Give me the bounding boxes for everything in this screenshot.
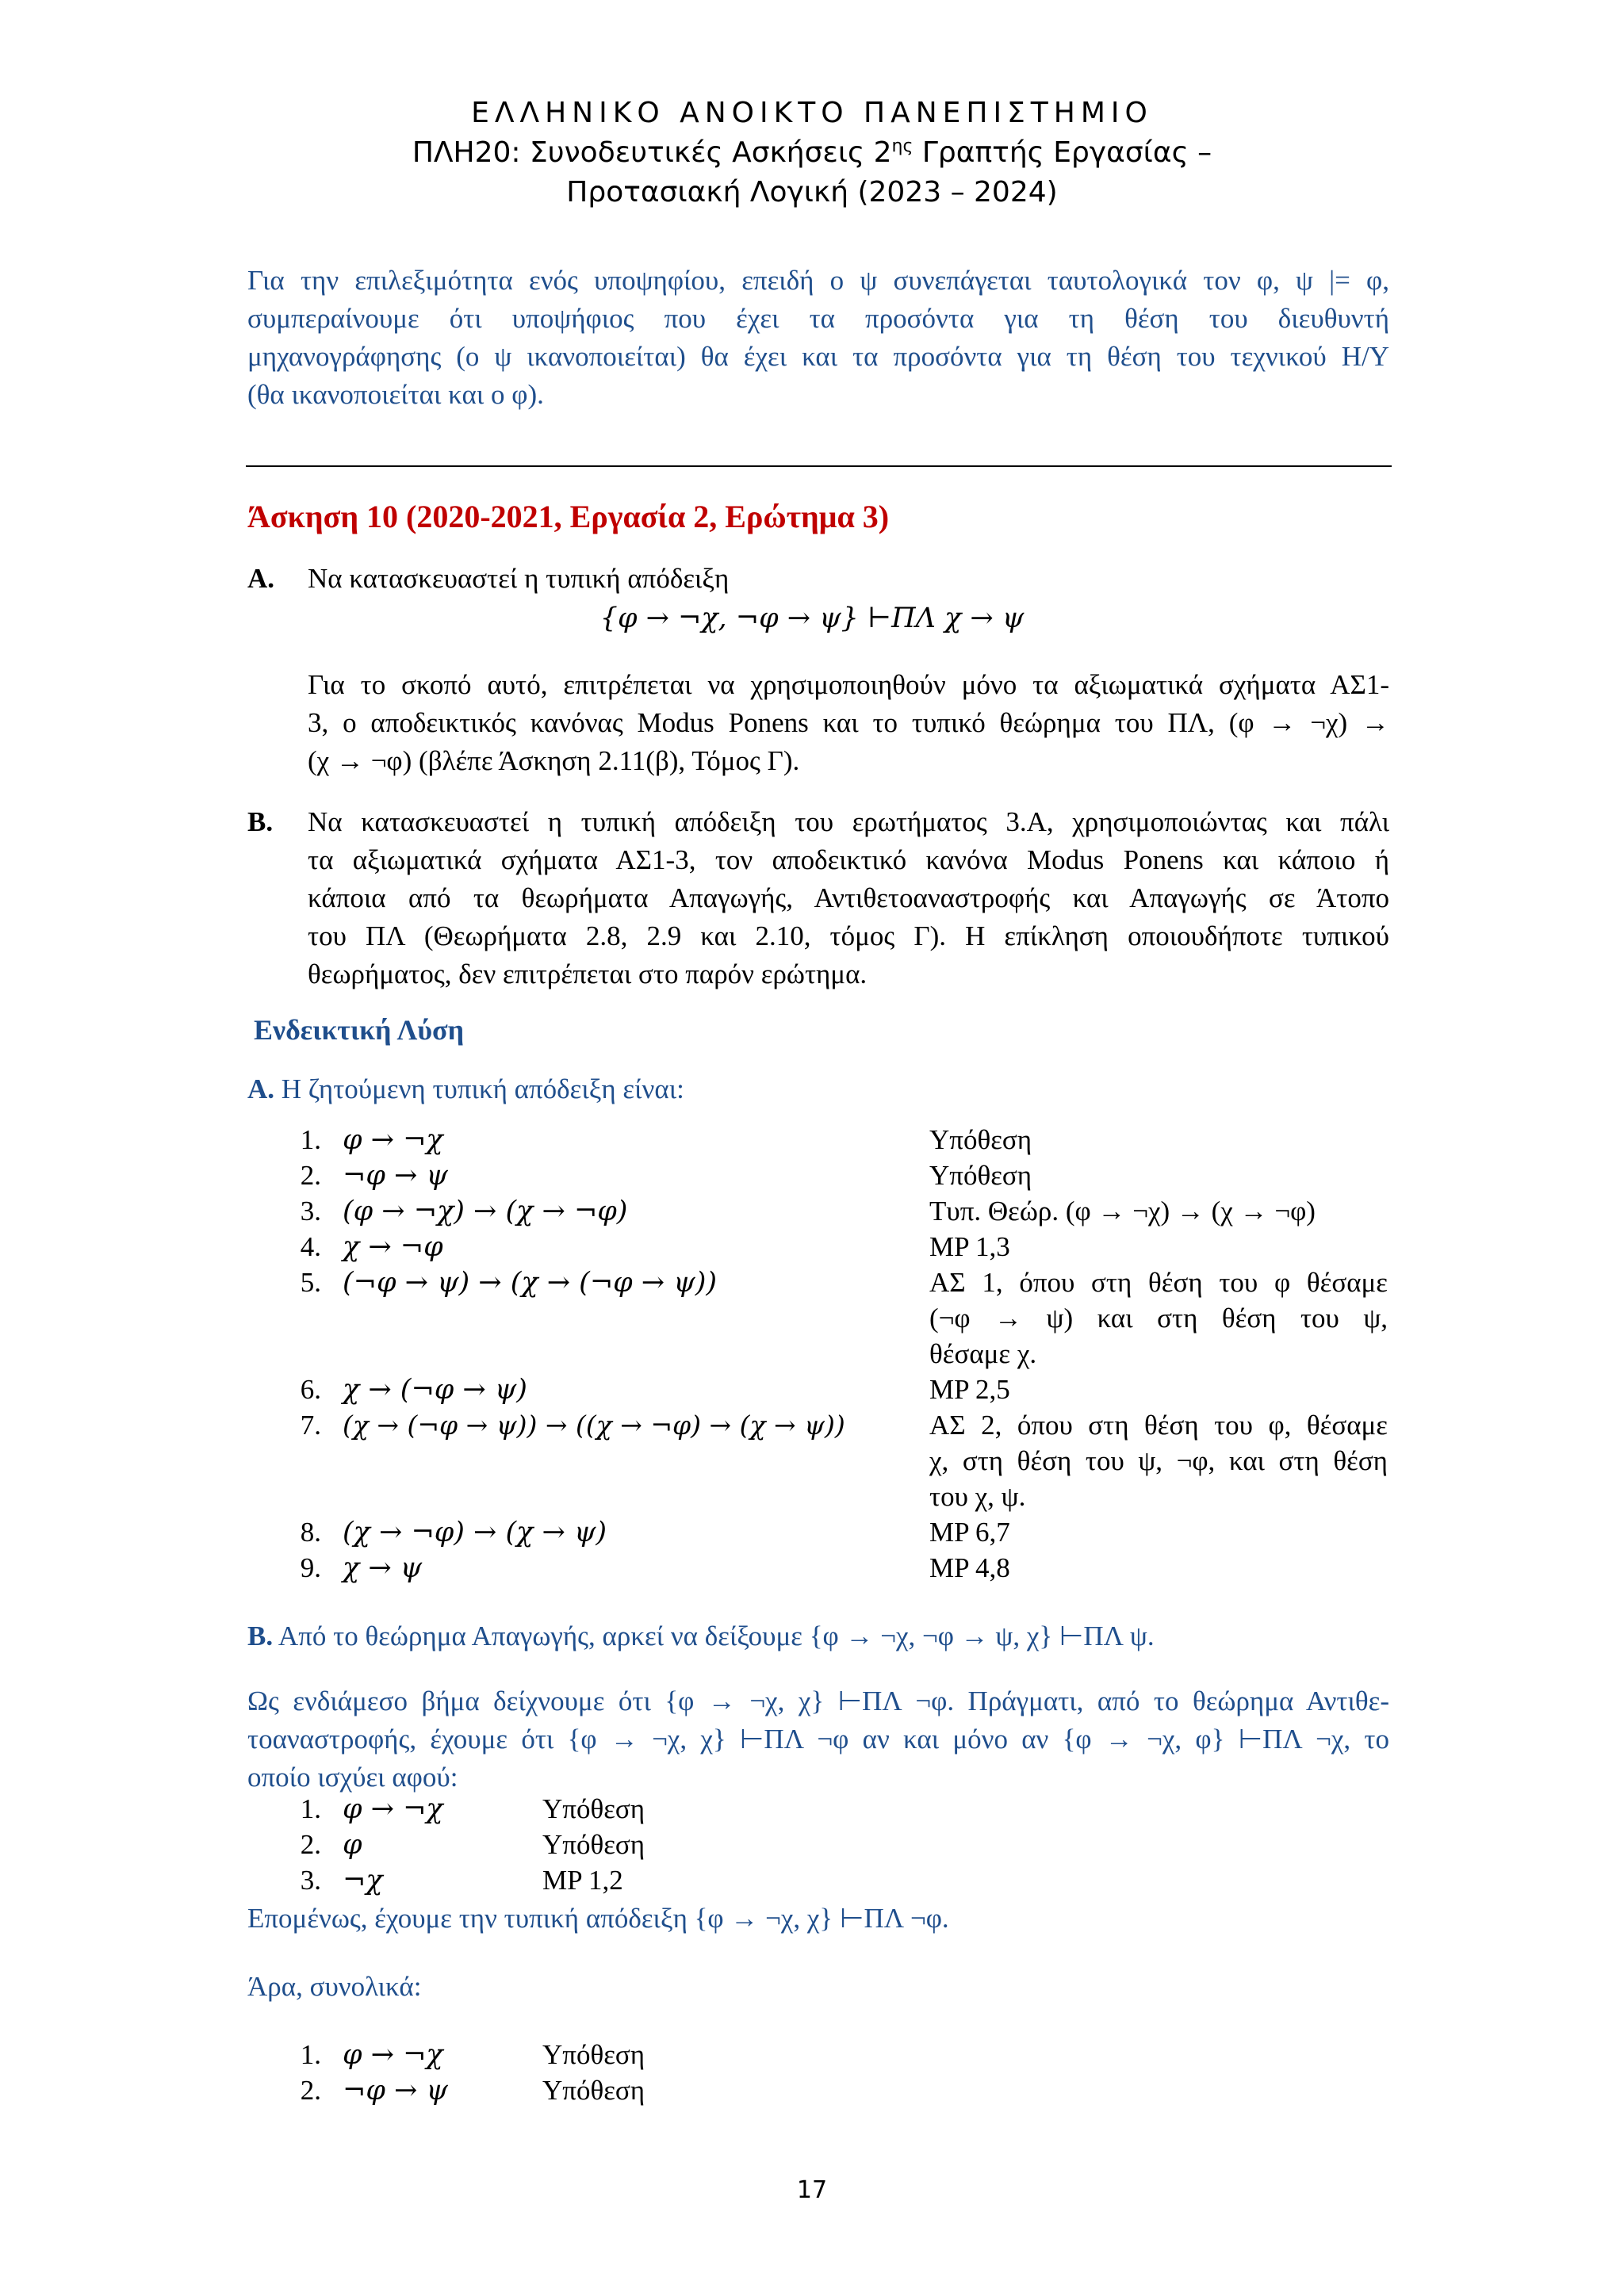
part-a-note: Για το σκοπό αυτό, επιτρέπεται να χρησιμοποιηθούν μόνο τα αξιωματικά σχήματα ΑΣ1- 3, ο αποδεικτικός κανόνας Modus Ponens και το τυπικό θεώρημα του ΠΛ, (φ → ¬χ) → (χ → ¬φ) (βλέπε Άσκηση 2.11(β), Τόμος Γ). xyxy=(308,669,1389,776)
university-name: ΕΛΛΗΝΙΚΟ ΑΝΟΙΚΤΟ ΠΑΝΕΠΙΣΤΗΜΙΟ xyxy=(471,97,1153,129)
therefore-line: Επομένως, έχουμε την τυπική απόδειξη {φ → ¬χ, χ} ⊢ΠΛ ¬φ. xyxy=(247,1903,949,1934)
part-b-text: Να κατασκευαστεί η τυπική απόδειξη του ερωτήματος 3.Α, χρησιμοποιώντας και πάλι τα αξιωματικά σχήματα ΑΣ1-3, τον αποδεικτικό κανόνα Modus Ponens και κάποιο ή κάποια από τα θεωρήματα Απαγωγής, Αντιθετοαναστροφής και Απαγωγής σε Άτοπο του ΠΛ (Θεωρήματα 2.8, 2.9 και 2.10, τόμος Γ). Η επίκληση οποιουδήποτε τυπικού θεωρήματος, δεν επιτρέπεται στο παρόν ερώτημα. xyxy=(308,806,1389,989)
exercise-title: Άσκηση 10 (2020-2021, Εργασία 2, Ερώτημα 3) xyxy=(247,499,890,534)
section-divider xyxy=(246,465,1392,467)
page-number: 17 xyxy=(796,2176,828,2204)
part-a-text: Να κατασκευαστεί η τυπική απόδειξη xyxy=(308,563,730,594)
intro-paragraph: Για την επιλεξιμότητα ενός υποψηφίου, επειδή ο ψ συνεπάγεται ταυτολογικά τον φ, ψ |= φ, συμπεραίνουμε ότι υποψήφιος που έχει τα προσόντα για τη θέση του διευθυντή μηχανογράφησης (ο ψ ικανοποιείται) θα έχει και τα προσόντα για τη θέση του τεχνικού Η/Υ (θα ικανοποιείται και ο φ). xyxy=(247,265,1389,410)
solution-a-intro: Α. Η ζητούμενη τυπική απόδειξη είναι: xyxy=(247,1073,684,1104)
part-a-formula: {φ → ¬χ, ¬φ → ψ} ⊢ΠΛ χ → ψ xyxy=(599,603,1025,634)
overall-line: Άρα, συνολικά: xyxy=(247,1971,422,2002)
part-b-label: Β. xyxy=(247,806,274,837)
part-a-label: Α. xyxy=(247,563,275,594)
solution-b-intro: Β. Από το θεώρημα Απαγωγής, αρκεί να δείξουμε {φ → ¬χ, ¬φ → ψ, χ} ⊢ΠΛ ψ. xyxy=(247,1621,1155,1651)
solution-b-paragraph: Ως ενδιάμεσο βήμα δείχνουμε ότι {φ → ¬χ, χ} ⊢ΠΛ ¬φ. Πράγματι, από το θεώρημα Αντιθε- τοαναστροφής, έχουμε ότι {φ → ¬χ, χ} ⊢ΠΛ ¬φ αν και μόνο αν {φ → ¬χ, φ} ⊢ΠΛ ¬χ, το οποίο ισχύει αφού: xyxy=(247,1686,1389,1793)
solution-title: Ενδεικτική Λύση xyxy=(254,1014,465,1046)
course-subtitle: Προτασιακή Λογική (2023 – 2024) xyxy=(566,176,1058,209)
course-title: ΠΛΗ20: Συνοδευτικές Ασκήσεις $2^{\eta\varsigma}$ Γραπτής Εργασίας – xyxy=(412,136,1212,169)
